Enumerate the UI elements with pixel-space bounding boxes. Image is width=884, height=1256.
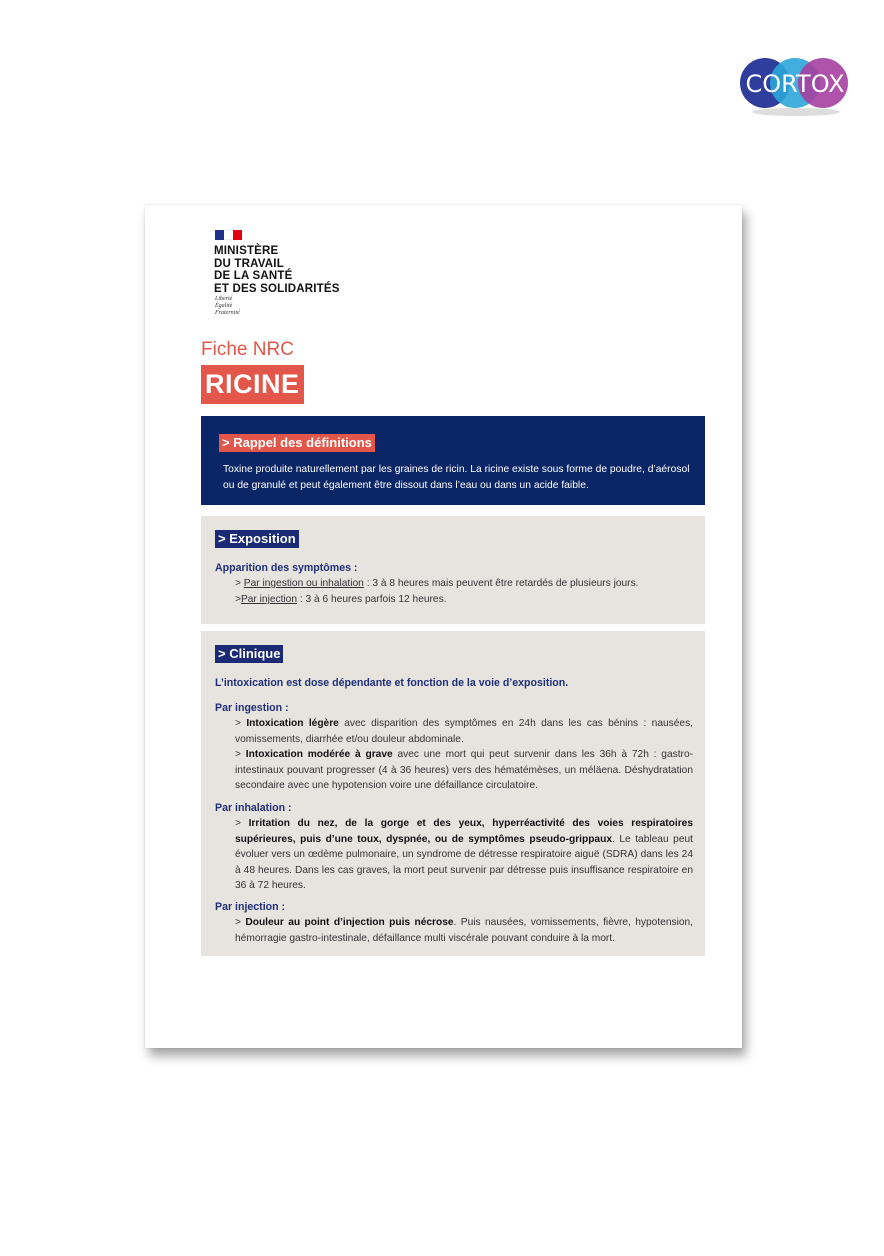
logo-text: CORTOX — [745, 70, 845, 98]
document-page — [145, 205, 742, 1048]
document-title: RICINE — [201, 365, 304, 404]
injection-item-text: . Puis nausées, vomissements, fièvre, hypotension, hémorragie gastro-intestinale, défaillance multi viscérale pouvant conduire à la mort. — [235, 917, 694, 944]
french-flag-icon — [215, 230, 242, 240]
bullet-prefix: > — [235, 818, 249, 829]
definitions-heading: > Rappel des définitions — [219, 434, 375, 452]
clinique-section — [201, 631, 705, 956]
inhalation-item-bold: Irritation du nez, de la gorge et des yeux, hyperréactivité des voies respiratoires supérieures, puis d’une toux, dyspnée, ou de symptômes pseudo-grippaux — [235, 818, 693, 845]
exposition-item-label: Par injection — [240, 594, 298, 605]
logo-shadow — [752, 108, 840, 116]
ingestion-item-text: avec une mort qui peut survenir dans les 36h à 72h : gastro-intestinaux pouvant progresser (4 à 36 heures) vers des hématémèses, un méläena. Déshydratation secondaire avec une hypotension voire une défaillance circulatoire. — [235, 749, 694, 791]
ministry-line: DE LA SANTÉ — [214, 270, 293, 282]
injection-label: Par injection : — [215, 901, 286, 913]
motto-line: Liberté — [215, 296, 233, 302]
motto-line: Égalité — [215, 303, 233, 309]
ingestion-item-light — [235, 716, 693, 747]
exposition-item-text: : 3 à 8 heures mais peuvent être retardés de plusieurs jours. — [363, 578, 639, 589]
bullet-prefix: > — [235, 594, 241, 605]
bullet-prefix: > — [235, 718, 247, 729]
ingestion-item-text: avec disparition des symptômes en 24h dans les cas bénins : nausées, vomissements, diarrhée et/ou douleur abdominale. — [235, 718, 694, 745]
exposition-heading: > Exposition — [215, 530, 299, 548]
bullet-prefix: > — [235, 578, 244, 589]
inhalation-item-text: . Le tableau peut évoluer vers un œdème pulmonaire, un syndrome de détresse respiratoire aiguë (SDRA) dans les 24 à 48 heures. Dans les cas graves, la mort peut survenir par détresse puis insuffisance respiratoire en 36 à 72 heures. — [235, 833, 693, 891]
ingestion-label: Par ingestion : — [215, 702, 289, 714]
definitions-section — [201, 416, 705, 505]
bullet-prefix: > — [235, 749, 246, 760]
ministry-line: MINISTÈRE — [214, 245, 279, 257]
injection-item-bold: Douleur au point d’injection puis nécrose — [245, 917, 454, 928]
ministry-line: ET DES SOLIDARITÉS — [214, 282, 340, 295]
inhalation-item — [235, 816, 693, 894]
definitions-text: Toxine produite naturellement par les graines de ricin. La ricine existe sous forme de poudre, d’aérosol ou de granulé et peut également être dissout dans l’eau ou dans un acide faible. — [223, 464, 690, 491]
ingestion-item-bold: Intoxication modérée à grave — [245, 749, 393, 760]
exposition-section — [201, 516, 705, 624]
ministry-motto — [215, 296, 240, 317]
fiche-label: Fiche NRC — [201, 339, 294, 360]
injection-item — [235, 915, 693, 946]
clinique-intro: L’intoxication est dose dépendante et fonction de la voie d’exposition. — [215, 677, 569, 689]
ingestion-item-bold: Intoxication légère — [246, 718, 339, 729]
cortox-logo — [738, 56, 852, 110]
exposition-subheading: Apparition des symptômes : — [215, 562, 358, 574]
ministry-name — [214, 245, 340, 295]
ingestion-item-severe — [235, 747, 693, 794]
exposition-item-label: Par ingestion ou inhalation — [243, 578, 364, 589]
exposition-item-injection — [235, 592, 693, 608]
clinique-heading: > Clinique — [215, 645, 283, 663]
inhalation-label: Par inhalation : — [215, 802, 292, 814]
bullet-prefix: > — [235, 917, 246, 928]
motto-line: Fraternité — [215, 310, 240, 316]
exposition-item-ingestion — [235, 576, 693, 592]
exposition-item-text: : 3 à 6 heures parfois 12 heures. — [297, 594, 447, 605]
ministry-line: DU TRAVAIL — [214, 257, 284, 270]
